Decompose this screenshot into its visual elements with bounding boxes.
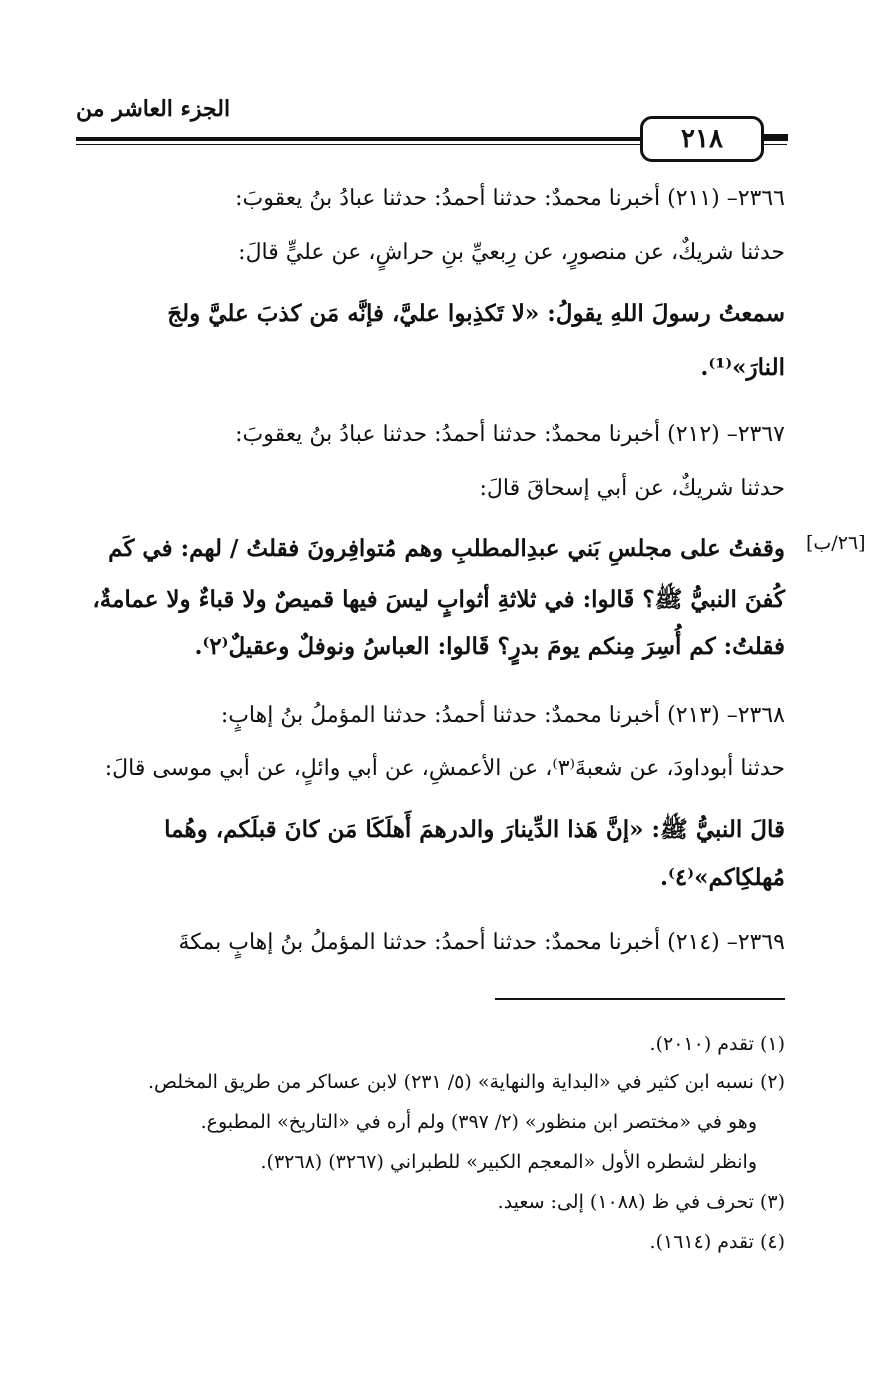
text-line: ٢٣٦٨– (٢١٣) أخبرنا محمدٌ: حدثنا أحمدُ: حدثنا المؤملُ بنُ إهابٍ: <box>220 703 785 728</box>
hadith-line: سمعتُ رسولَ اللهِ يقولُ: «لا تَكذِبوا عليَّ، فإنَّه مَن كذبَ عليَّ ولجَ <box>167 300 785 327</box>
hadith-line: قالَ النبيُّ ﷺ: «إنَّ هَذا الدِّينارَ والدرهمَ أَهلَكَا مَن كانَ قبلَكم، وهُما <box>164 816 785 843</box>
hadith-line: مُهلكِاكم»⁽٤⁾. <box>660 864 785 891</box>
page-box-tick <box>762 134 788 141</box>
hadith-line: فقلتُ: كم أُسِرَ مِنكم يومَ بدرٍ؟ قَالوا: العباسُ ونوفلٌ وعقيلٌ⁽٢⁾. <box>194 633 785 660</box>
text-line: ٢٣٦٩– (٢١٤) أخبرنا محمدٌ: حدثنا أحمدُ: حدثنا المؤملُ بنُ إهابٍ بمكةَ <box>178 930 785 955</box>
footnote: (٢) نسبه ابن كثير في «البداية والنهاية» (٥/ ٢٣١) لابن عساكر من طريق المخلص. <box>147 1071 785 1093</box>
footnote-rule <box>495 998 785 1000</box>
margin-note: [٢٦/ب] <box>806 532 866 554</box>
hadith-line: كُفنَ النبيُّ ﷺ؟ قَالوا: في ثلاثةِ أثوابٍ ليسَ فيها قميصٌ ولا قباءٌ ولا عمامةٌ، <box>92 586 785 613</box>
hadith-line: وقفتُ على مجلسِ بَني عبدِالمطلبِ وهم مُتوافِرونَ فقلتُ / لهم: في كَم <box>108 535 785 562</box>
text-line: حدثنا شريكٌ، عن منصورٍ، عن رِبعيِّ بنِ حراشٍ، عن عليٍّ قالَ: <box>238 240 785 265</box>
page-number: ٢١٨ <box>640 116 764 162</box>
text-line: ٢٣٦٦– (٢١١) أخبرنا محمدٌ: حدثنا أحمدُ: حدثنا عبادُ بنُ يعقوبَ: <box>235 186 785 211</box>
footnote: (٤) تقدم (١٦١٤). <box>649 1231 785 1253</box>
footnote: وانظر لشطره الأول «المعجم الكبير» للطبراني (٣٢٦٧) (٣٢٦٨). <box>260 1151 757 1173</box>
text-line: ٢٣٦٧– (٢١٢) أخبرنا محمدٌ: حدثنا أحمدُ: حدثنا عبادُ بنُ يعقوبَ: <box>235 422 785 447</box>
footnote: وهو في «مختصر ابن منظور» (٢/ ٣٩٧) ولم أره في «التاريخ» المطبوع. <box>200 1111 757 1133</box>
text-line: حدثنا أبوداودَ، عن شعبةَ⁽٣⁾، عن الأعمشِ، عن أبي وائلٍ، عن أبي موسى قالَ: <box>104 756 785 781</box>
footnote: (١) تقدم (٢٠١٠). <box>649 1033 785 1055</box>
running-head: الجزء العاشر من <box>76 96 231 122</box>
text-line: حدثنا شريكٌ، عن أبي إسحاقَ قالَ: <box>479 476 785 501</box>
hadith-line: النارَ»⁽¹⁾. <box>700 354 785 381</box>
footnote: (٣) تحرف في ظ (١٠٨٨) إلى: سعيد. <box>497 1191 785 1213</box>
